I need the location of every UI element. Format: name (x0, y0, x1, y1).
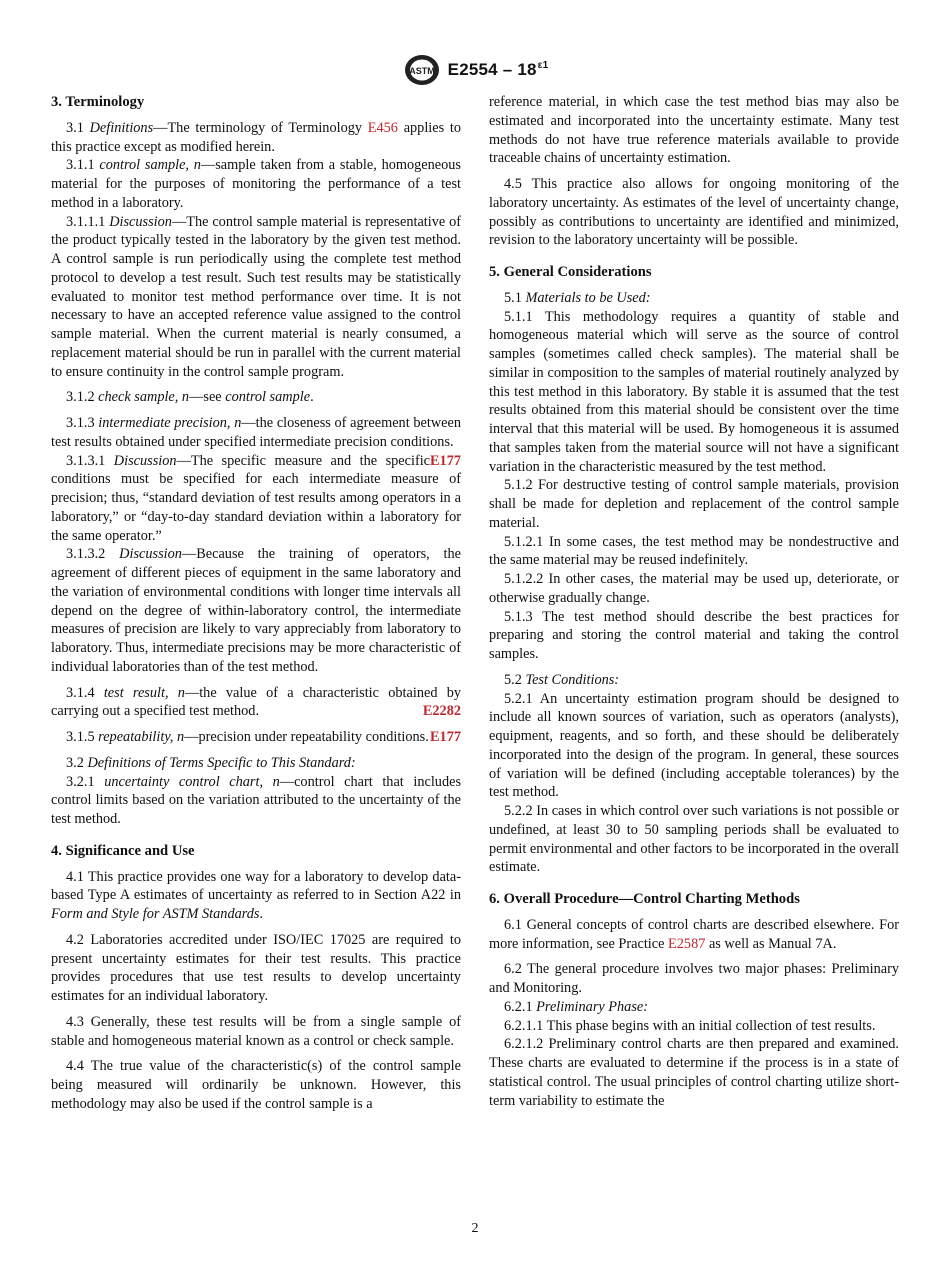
para-3-2-1: 3.2.1 uncertainty control chart, n—control chart that includes control limits based on the variation attributed to the uncertainty of the test method. (51, 773, 462, 827)
para-3-1-2: 3.1.2 check sample, n—see control sample. (66, 389, 314, 406)
ref-e2282-link[interactable]: E2282 (422, 703, 461, 720)
para-6-2-1: 6.2.1 Preliminary Phase: (504, 998, 649, 1015)
page-number: 2 (471, 1221, 479, 1236)
para-3-1-1: 3.1.1 control sample, n—sample taken from a stable, homogeneous material for the purposes of monitoring the performance of a test method in a laboratory. (51, 157, 461, 211)
para-6-2-1-1: 6.2.1.1 This phase begins with an initial collection of test results. (504, 1017, 876, 1034)
para-3-1-5: 3.1.5 repeatability, n—precision under repeatability conditions. E177 (66, 729, 461, 745)
page-header (0, 52, 950, 88)
para-4-2: 4.2 Laboratories accredited under ISO/IEC 17025 are required to present uncertainty estimates for their test results. This practice provides procedures that use test results to develop uncertainty estimates for an individual laboratory. (51, 931, 461, 1004)
para-4-4-continued: reference material, in which case the test method bias may also be estimated and incorporated into the uncertainty estimate. Many test methods do not have true reference materials available to provide traceable chains of uncertainty estimation. (489, 94, 899, 167)
para-3-1-3-1: 3.1.3.1 Discussion—The specific measure and the specific conditions must be specified for each intermediate measure of precision; thus, “standard deviation of test results among operators in a laboratory,” or “day-to-day standard deviation within a laboratory for the same operator.” (51, 452, 461, 544)
para-5-1-2-1: 5.1.2.1 In some cases, the test method may be nondestructive and the same material may be reused indefinitely. (489, 533, 899, 569)
para-3-1: 3.1 Definitions—The terminology of Terminology E456 applies to this practice except as modified herein. (51, 119, 462, 155)
para-5-2: 5.2 Test Conditions: (504, 671, 620, 688)
section-6-heading: 6. Overall Procedure—Control Charting Methods (489, 891, 800, 907)
para-6-1: 6.1 General concepts of control charts are described elsewhere. For more information, see Practice E2587 as well as Manual 7A. (489, 916, 899, 952)
para-3-2: 3.2 Definitions of Terms Specific to This Standard: (66, 754, 356, 771)
para-5-2-2: 5.2.2 In cases in which control over such variations is not possible or undefined, at least 30 to 50 sampling periods shall be evaluated to permit environmental and other factors to be incorporated in the overall estimate. (489, 803, 899, 876)
left-column (51, 93, 461, 1114)
para-5-1-2: 5.1.2 For destructive testing of control sample materials, provision shall be made for depletion and replacement of the control sample material. (489, 477, 899, 531)
para-5-1: 5.1 Materials to be Used: (504, 289, 651, 306)
para-4-5: 4.5 This practice also allows for ongoing monitoring of the laboratory uncertainty. As estimates of the level of uncertainty change, possibly as contributions to uncertainty are identified and minimized, revision to the laboratory uncertainty will be possible. (489, 176, 899, 249)
ref-e177-link-2[interactable]: E177 (430, 729, 461, 745)
para-4-4: 4.4 The true value of the characteristic(s) of the control sample being measured will ordinarily be unknown. However, this methodology may also be used if the control sample is a (51, 1058, 461, 1112)
logo-text: ASTM (408, 66, 435, 76)
astm-logo-icon (402, 53, 442, 87)
ref-e177-link[interactable]: E177 (430, 452, 461, 469)
para-5-1-3: 5.1.3 The test method should describe the best practices for preparing and storing the control material and taking the control samples. (489, 608, 899, 662)
para-5-1-2-2: 5.1.2.2 In other cases, the material may be used up, deteriorate, or otherwise gradually change. (489, 571, 899, 606)
para-3-1-1-1: 3.1.1.1 Discussion—The control sample material is representative of the product typically tested in the laboratory by the given test method. A control sample is run periodically using the complete test method protocol to develop a test result. Such test results may be statistically evaluated to monitor test method performance over time. It is not necessary to have an accepted reference value assigned to the control sample material. When the current material is nearly consumed, a replacement material should be run in parallel with the current material to ensure continuity in the control sample program. (51, 213, 462, 380)
para-6-2-1-2: 6.2.1.2 Preliminary control charts are then prepared and examined. These charts are evaluated to determine if the process is in a state of statistical control. The usual principles of control charting utilize short-term variability to estimate the (489, 1036, 899, 1109)
para-4-1: 4.1 This practice provides one way for a laboratory to develop data-based Type A estimates of uncertainty as referred to in Section A22 in Form and Style for ASTM Standards. (51, 868, 461, 922)
para-3-1-3-2: 3.1.3.2 Discussion—Because the training of operators, the agreement of different pieces of equipment in the same laboratory and the variation of environmental conditions with longer time intervals all depend on the degree of within-laboratory control, the intermediate measures of precision are likely to vary appreciably from laboratory to laboratory. Thus, intermediate precisions may be more characteristic of individual laboratories than of the test method. (51, 546, 461, 675)
ref-e456-link[interactable]: E456 (367, 119, 398, 136)
para-6-2: 6.2 The general procedure involves two major phases: Preliminary and Monitoring. (489, 961, 899, 996)
para-3-1-3: 3.1.3 intermediate precision, n—the closeness of agreement between test results obtained under specified intermediate precision conditions. E177 (51, 415, 461, 469)
para-4-3: 4.3 Generally, these test results will be from a single sample of stable and homogeneous material known as a control or check sample. (51, 1013, 461, 1049)
section-4-heading: 4. Significance and Use (51, 842, 195, 859)
para-5-2-1: 5.2.1 An uncertainty estimation program should be designed to include all known sources of variation, such as operators (analysts), equipment, reagents, and so forth, and these should be deliberately incorporated into the design of the program. In general, these sources of variation will be defined (including acceptable tolerances) by the test method. (489, 690, 899, 801)
para-5-1-1: 5.1.1 This methodology requires a quantity of stable and homogeneous material which will serve as the source of control samples (sometimes called check samples). The material shall be similar in composition to the samples of material routinely analyzed by this test method in this laboratory. By stable it is assumed that the test results obtained from this material should be consistent over the time interval that this material will be used. By homogeneous it is assumed that samples taken from the material source will not have a significant variation in the characteristic measured by the test method. (489, 308, 899, 475)
section-3-heading: 3. Terminology (51, 94, 145, 110)
ref-e2587-link[interactable]: E2587 (668, 935, 706, 952)
para-3-1-4: 3.1.4 test result, n—the value of a characteristic obtained by carrying out a specified test method. E2282 (51, 684, 461, 720)
section-5-heading: 5. General Considerations (489, 264, 652, 280)
document-designation: $E2554 - 18^{\varepsilon 1}$ (447, 60, 549, 79)
right-column (489, 93, 899, 1110)
